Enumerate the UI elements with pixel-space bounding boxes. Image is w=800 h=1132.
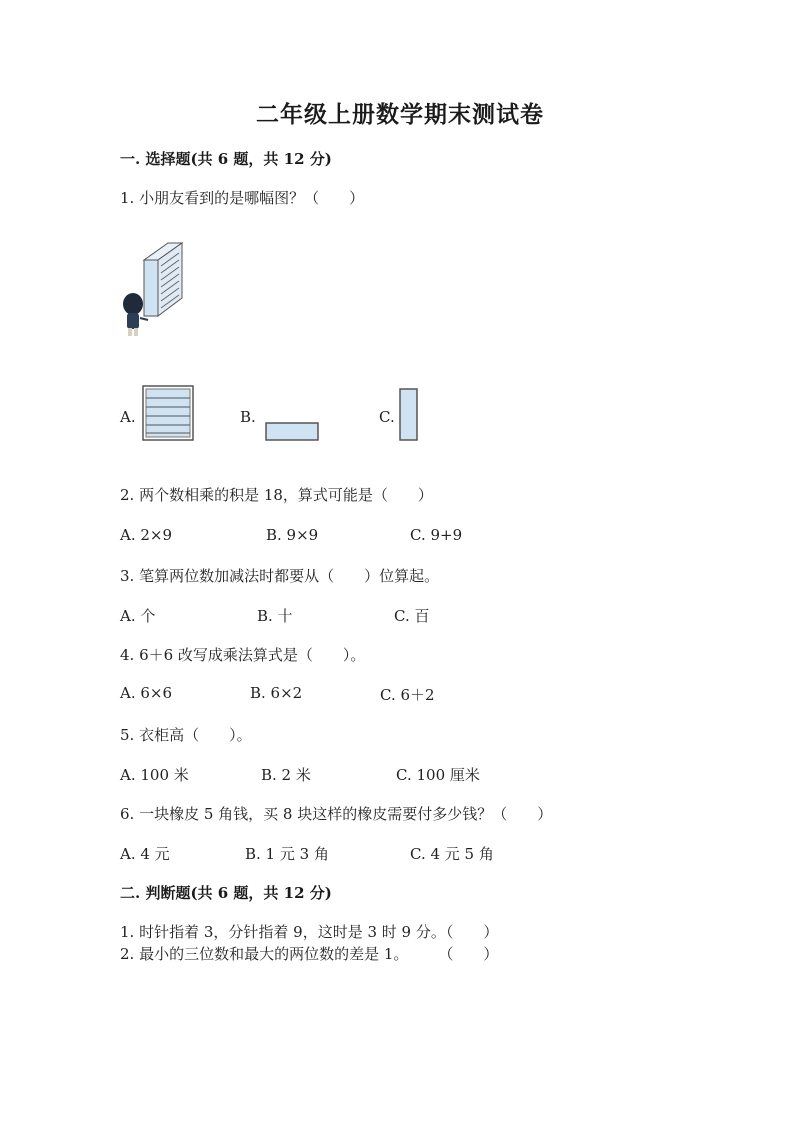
question-2-option-a: A. 2×9 — [120, 526, 173, 544]
question-5-option-c: C. 100 厘米 — [396, 766, 480, 784]
question-6-text: 6. 一块橡皮 5 角钱，买 8 块这样的橡皮需要付多少钱？（ ） — [120, 805, 553, 823]
question-1-option-a-label: A. — [120, 408, 136, 426]
true-false-item-2: 2. 最小的三位数和最大的两位数的差是 1。 （ ） — [120, 945, 499, 963]
question-3-option-a: A. 个 — [120, 607, 156, 625]
question-2-text: 2. 两个数相乘的积是 18，算式可能是（ ） — [120, 486, 433, 504]
question-1-option-c-label: C. — [379, 408, 395, 426]
question-5-option-a: A. 100 米 — [120, 766, 189, 784]
question-4-text: 4. 6＋6 改写成乘法算式是（ ）。 — [120, 646, 366, 664]
section-multiple-choice-heading: 一. 选择题(共 6 题，共 12 分) — [120, 150, 332, 168]
exam-title: 二年级上册数学期末测试卷 — [256, 101, 544, 128]
option-a-front-view-icon — [142, 385, 194, 441]
question-5-option-b: B. 2 米 — [261, 766, 311, 784]
question-4-option-a: A. 6×6 — [120, 684, 173, 702]
option-b-top-view-icon — [265, 422, 320, 442]
question-4-option-b: B. 6×2 — [250, 684, 303, 702]
question-1-text: 1. 小朋友看到的是哪幅图？（ ） — [120, 189, 365, 207]
question-3-option-b: B. 十 — [257, 607, 293, 625]
question-3-text: 3. 笔算两位数加减法时都要从（ ）位算起。 — [120, 567, 440, 585]
section-true-false-heading: 二. 判断题(共 6 题，共 12 分) — [120, 884, 332, 902]
option-c-side-view-icon — [399, 388, 419, 442]
true-false-item-1: 1. 时针指着 3，分针指着 9，这时是 3 时 9 分。（ ） — [120, 923, 499, 941]
question-2-option-b: B. 9×9 — [266, 526, 319, 544]
question-6-option-b: B. 1 元 3 角 — [245, 845, 329, 863]
question-6-option-a: A. 4 元 — [120, 845, 170, 863]
child-viewing-cabinet-illustration — [116, 238, 196, 344]
question-6-option-c: C. 4 元 5 角 — [410, 845, 494, 863]
question-1-option-b-label: B. — [240, 408, 256, 426]
question-5-text: 5. 衣柜高（ ）。 — [120, 726, 252, 744]
question-4-option-c: C. 6＋2 — [380, 686, 435, 704]
question-3-option-c: C. 百 — [394, 607, 430, 625]
question-2-option-c: C. 9+9 — [410, 526, 463, 544]
